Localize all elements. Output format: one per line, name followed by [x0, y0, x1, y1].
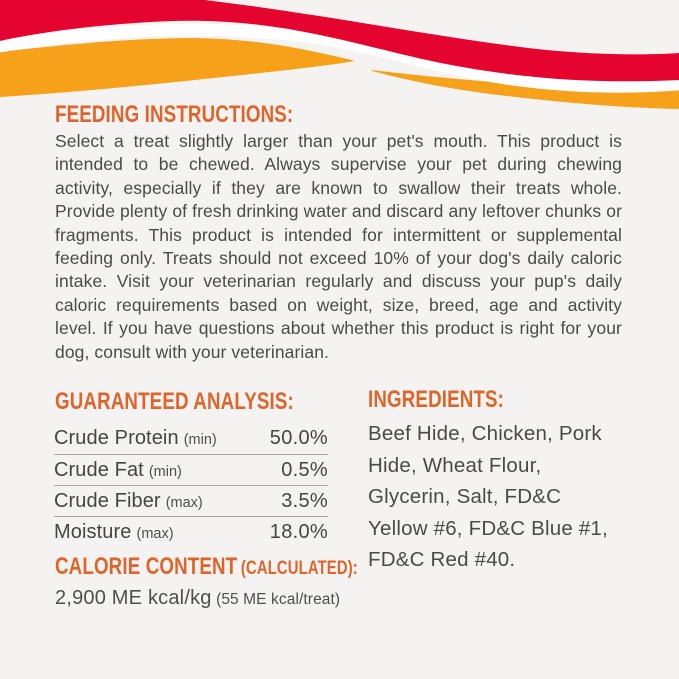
table-row — [54, 454, 328, 485]
feeding-instructions-heading — [55, 103, 361, 127]
guaranteed-analysis-heading — [55, 390, 361, 414]
table-row — [54, 423, 328, 454]
row-value: 3.5% — [281, 489, 328, 512]
orange-swoosh-left — [0, 38, 355, 97]
row-label: Crude Protein — [54, 427, 179, 449]
calorie-value: 2,900 ME kcal/kg — [55, 587, 212, 609]
row-label: Moisture — [54, 520, 132, 543]
calorie-value-line — [55, 587, 340, 610]
row-label: Crude Fiber — [54, 489, 161, 512]
calorie-content-heading-text — [55, 555, 358, 579]
row-label: Crude Fat — [54, 458, 144, 481]
ingredients-heading — [368, 388, 542, 412]
row-value: 50.0% — [269, 427, 328, 449]
calorie-value-suffix: (55 ME kcal/treat) — [216, 591, 341, 608]
table-row — [54, 516, 328, 547]
row-value: 18.0% — [269, 520, 328, 543]
row-label-group — [54, 427, 217, 450]
row-label-group — [54, 459, 182, 482]
row-label-group — [54, 521, 174, 544]
ingredients-text: Beef Hide, Chicken, Pork Hide, Wheat Flour, Glycerin, Salt, FD&C Yellow #6, FD&C Blue #1, FD&C Red #40. — [368, 422, 608, 571]
row-qualifier: (max) — [165, 494, 203, 511]
row-qualifier: (max) — [136, 525, 174, 542]
feeding-instructions-text: Select a treat slightly larger than your pet's mouth. This product is intended to be chewed. Always supervise your pet during chewing activity, especially if they are known to swallow their treats whole. Provide plenty of fresh drinking water and discard any leftover chunks or fragments. This product is intended for intermittent or supplemental feeding only. Treats should not exceed 10% of your dog's daily caloric intake. Visit your veterinarian regularly and discuss your pup's daily caloric requirements based on weight, size, breed, age and activity level. If you have questions about whether this product is right for your dog, consult with your veterinarian. — [55, 131, 622, 362]
row-qualifier: (min) — [148, 463, 182, 480]
row-label-group — [54, 490, 203, 513]
calorie-heading-suffix: (CALCULATED): — [240, 558, 358, 579]
feeding-instructions-heading-text: FEEDING INSTRUCTIONS: — [55, 101, 294, 128]
guaranteed-analysis-heading-text: GUARANTEED ANALYSIS: — [55, 388, 294, 415]
row-value: 0.5% — [281, 458, 328, 481]
calorie-heading-main: CALORIE CONTENT — [55, 553, 238, 580]
row-qualifier: (min) — [183, 432, 217, 448]
table-row — [54, 485, 328, 516]
guaranteed-analysis-table — [54, 423, 328, 547]
ingredients-heading-text: INGREDIENTS: — [368, 386, 505, 413]
